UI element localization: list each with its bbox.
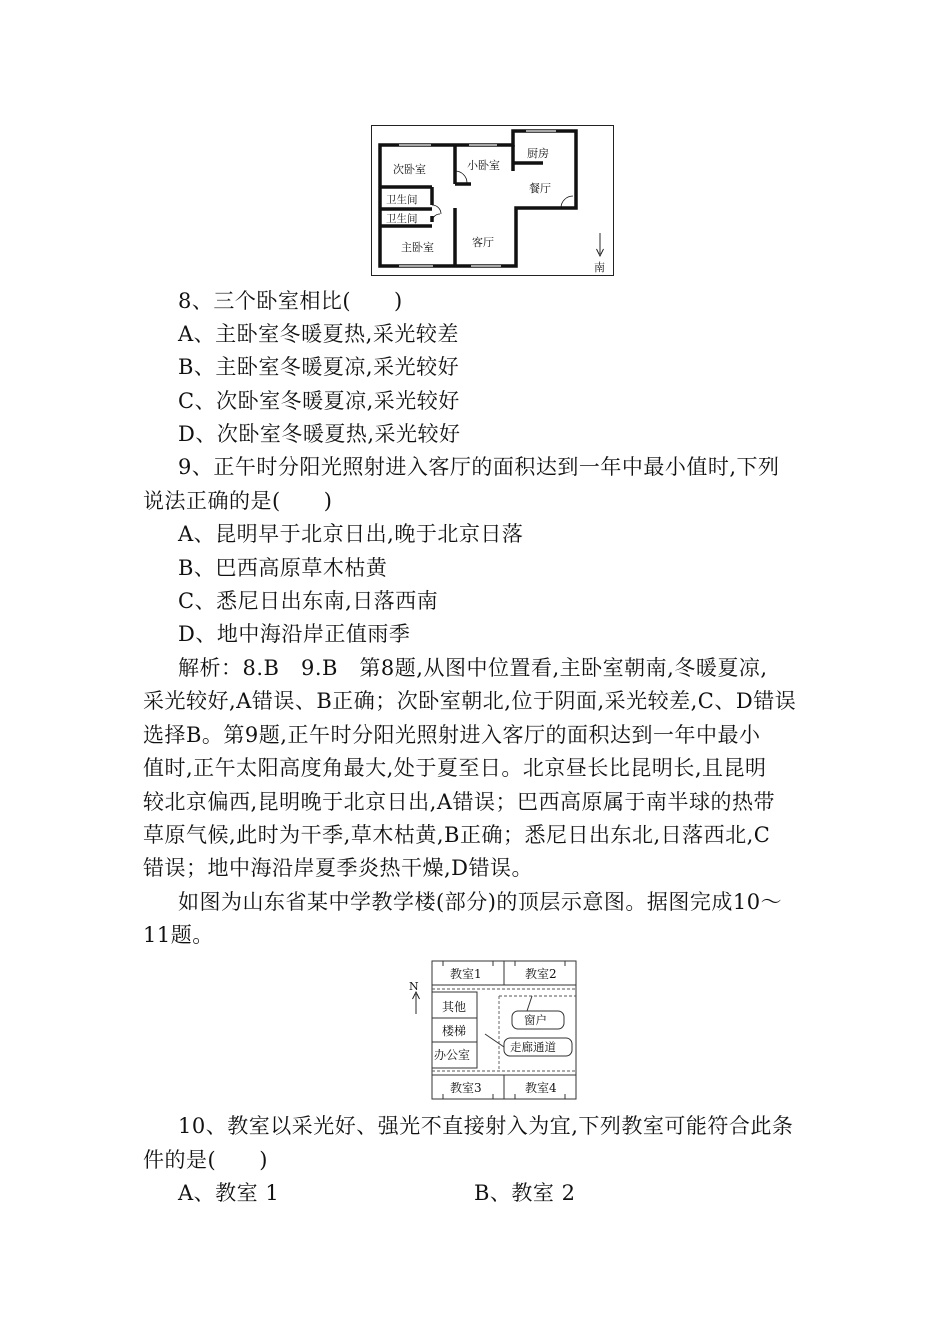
window-callout: 窗户 (524, 1013, 547, 1027)
analysis-line-6: 草原气候,此时为干季,草木枯黄,B正确；悉尼日出东北,日落西北,C (143, 823, 771, 847)
analysis-line-4: 值时,正午太阳高度角最大,处于夏至日。北京昼长比昆明长,且昆明 (143, 756, 767, 780)
classroom-4: 教室4 (525, 1081, 557, 1095)
north-label: N (409, 980, 419, 993)
q10-stem-line2: 件的是( ) (143, 1148, 268, 1172)
q9-stem-line1: 9、正午时分阳光照射进入客厅的面积达到一年中最小值时,下列 (178, 455, 780, 479)
room-kitchen: 厨房 (527, 147, 549, 160)
north-arrow-icon (413, 992, 420, 1014)
room-living-room: 客厅 (472, 236, 494, 249)
q10-stem-line1: 10、教室以采光好、强光不直接射入为宜,下列教室可能符合此条 (178, 1114, 794, 1138)
q8-option-d: D、次卧室冬暖夏热,采光较好 (178, 422, 461, 446)
classroom-3: 教室3 (450, 1081, 482, 1095)
q10-option-b: B、教室 2 (474, 1181, 576, 1205)
office: 办公室 (434, 1048, 471, 1062)
analysis-line-5: 较北京偏西,昆明晚于北京日出,A错误；巴西高原属于南半球的热带 (143, 790, 776, 814)
other-room: 其他 (442, 1000, 467, 1014)
q8-option-c: C、次卧室冬暖夏凉,采光较好 (178, 389, 460, 413)
apartment-floor-plan (371, 125, 614, 277)
q9-option-c: C、悉尼日出东南,日落西南 (178, 589, 439, 613)
classroom-2: 教室2 (525, 967, 557, 981)
classroom-1: 教室1 (450, 967, 482, 981)
school-floor-plan (405, 958, 580, 1102)
intro-line-2: 11题。 (143, 923, 214, 947)
room-master-bedroom: 主卧室 (401, 241, 434, 254)
q10-option-a: A、教室 1 (178, 1181, 280, 1205)
q9-option-d: D、地中海沿岸正值雨季 (178, 622, 411, 646)
analysis-line-7: 错误；地中海沿岸夏季炎热干燥,D错误。 (143, 856, 534, 880)
intro-line-1: 如图为山东省某中学教学楼(部分)的顶层示意图。据图完成10～ (178, 890, 783, 914)
room-bathroom-2: 卫生间 (386, 213, 418, 225)
q8-stem: 8、三个卧室相比( ) (178, 289, 403, 313)
south-label: 南 (594, 261, 605, 274)
room-bathroom-1: 卫生间 (386, 194, 418, 206)
plan-doors (432, 171, 573, 222)
q9-option-b: B、巴西高原草木枯黄 (178, 556, 388, 580)
room-dining: 餐厅 (529, 182, 551, 195)
analysis-line-3: 选择B。第9题,正午时分阳光照射进入客厅的面积达到一年中最小 (143, 723, 761, 747)
room-small-bedroom: 小卧室 (467, 159, 500, 172)
room-second-bedroom: 次卧室 (393, 163, 426, 176)
q8-option-a: A、主卧室冬暖夏热,采光较差 (178, 322, 459, 346)
q9-option-a: A、昆明早于北京日出,晚于北京日落 (178, 522, 524, 546)
analysis-line-2: 采光较好,A错误、B正确；次卧室朝北,位于阴面,采光较差,C、D错误 (143, 689, 797, 713)
south-arrow-icon (597, 233, 604, 256)
corridor-callout: 走廊通道 (510, 1040, 556, 1054)
q8-option-b: B、主卧室冬暖夏凉,采光较好 (178, 355, 460, 379)
q9-stem-line2: 说法正确的是( ) (143, 489, 333, 513)
analysis-line-1: 解析：8.B 9.B 第8题,从图中位置看,主卧室朝南,冬暖夏凉, (178, 656, 768, 680)
stairs: 楼梯 (442, 1024, 467, 1038)
